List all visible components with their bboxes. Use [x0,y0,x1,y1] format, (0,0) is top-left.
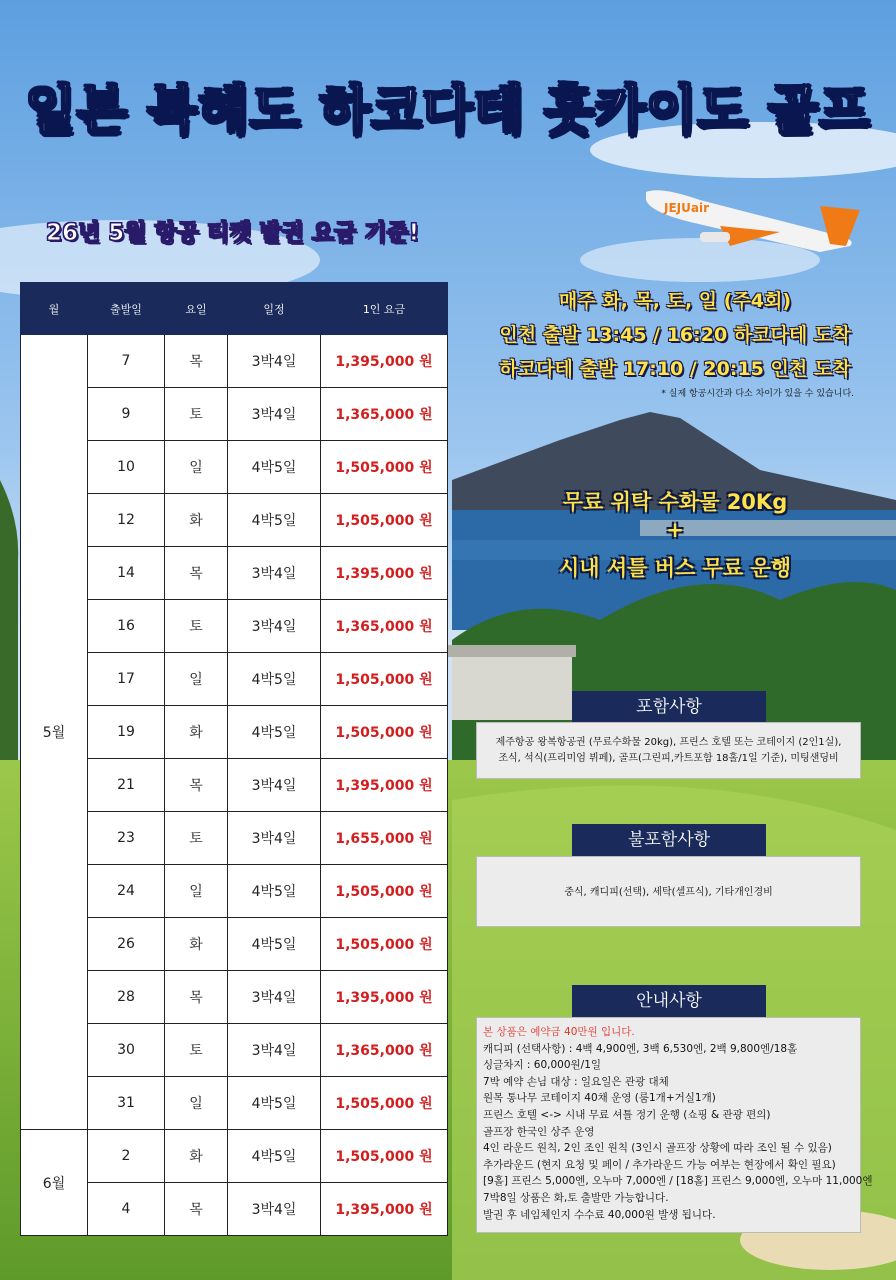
date-cell: 21 [88,759,165,812]
schedule-cell: 3박4일 [228,759,321,812]
weekday-cell: 일 [165,653,228,706]
weekday-cell: 화 [165,1130,228,1183]
fare-cell: 1,505,000 원 [321,865,448,918]
fare-cell: 1,365,000 원 [321,600,448,653]
fare-cell: 1,395,000 원 [321,759,448,812]
schedule-cell: 4박5일 [228,865,321,918]
weekday-cell: 화 [165,918,228,971]
notice-line: 추가라운드 (현지 요청 및 페이 / 추가라운드 가능 여부는 현장에서 확인 필요) [483,1158,836,1171]
month-cell: 6월 [21,1130,88,1236]
schedule-cell: 4박5일 [228,1077,321,1130]
schedule-cell: 4박5일 [228,918,321,971]
schedule-cell: 4박5일 [228,653,321,706]
promo-shuttle: 시내 셔틀 버스 무료 운행 [558,556,792,580]
fare-cell: 1,505,000 원 [321,441,448,494]
fare-cell: 1,505,000 원 [321,494,448,547]
weekday-cell: 토 [165,1024,228,1077]
weekday-cell: 일 [165,441,228,494]
col-fare-header: 1인 요금 [321,283,448,335]
promo-baggage: 무료 위탁 수화물 20Kg [562,490,788,514]
fare-cell: 1,505,000 원 [321,1130,448,1183]
schedule-cell: 4박5일 [228,441,321,494]
notice-line: 4인 라운드 원칙, 2인 조인 원칙 (3인시 골프장 상황에 따라 조인 될 수 있음) [483,1142,832,1155]
weekday-cell: 목 [165,1183,228,1236]
date-cell: 30 [88,1024,165,1077]
notice-line: 골프장 한국인 상주 운영 [483,1125,595,1138]
date-cell: 7 [88,335,165,388]
schedule-cell: 3박4일 [228,812,321,865]
included-box [476,722,861,779]
col-schedule-header: 일정 [228,283,321,335]
fare-cell: 1,505,000 원 [321,1077,448,1130]
schedule-cell: 4박5일 [228,1130,321,1183]
fare-cell: 1,395,000 원 [321,335,448,388]
notice-box [476,1017,873,1233]
date-cell: 14 [88,547,165,600]
fare-cell: 1,505,000 원 [321,706,448,759]
schedule-cell: 3박4일 [228,335,321,388]
page-subtitle: 26년 5월 항공 티켓 발권 요금 기준! [46,220,420,246]
airline-logo: JEJUair [664,201,709,215]
fare-cell: 1,365,000 원 [321,1024,448,1077]
weekday-cell: 토 [165,812,228,865]
included-header: 포함사항 [572,691,766,723]
notice-line: [9홀] 프린스 5,000엔, 오누마 7,000엔 / [18홀] 프린스 9,000엔, 오누마 11,000엔 [483,1175,873,1188]
fare-cell: 1,395,000 원 [321,971,448,1024]
col-weekday-header: 요일 [165,283,228,335]
fare-cell: 1,395,000 원 [321,1183,448,1236]
date-cell: 28 [88,971,165,1024]
flight-note: * 실제 항공시간과 다소 차이가 있을 수 있습니다. [661,389,854,399]
fare-cell: 1,395,000 원 [321,547,448,600]
col-date-header: 출발일 [88,283,165,335]
notice-line: 발권 후 네임체인지 수수료 40,000원 발생 됩니다. [483,1208,716,1221]
schedule-cell: 3박4일 [228,388,321,441]
excluded-box: 중식, 캐디피(선택), 세탁(셀프식), 기타개인경비 [476,856,861,927]
schedule-cell: 3박4일 [228,600,321,653]
notice-line: 원목 통나무 코테이지 40채 운영 (룸1개+거실1개) [483,1092,716,1105]
month-cell: 5월 [21,335,88,1130]
date-cell: 2 [88,1130,165,1183]
fare-cell: 1,365,000 원 [321,388,448,441]
schedule-cell: 4박5일 [228,494,321,547]
flight-return: 하코다테 출발 17:10 / 20:15 인천 도착 [499,358,851,380]
promo-plus: + [666,518,684,542]
schedule-cell: 3박4일 [228,971,321,1024]
price-table [20,282,448,1236]
schedule-cell: 3박4일 [228,547,321,600]
weekday-cell: 토 [165,388,228,441]
excluded-header: 불포함사항 [572,824,766,856]
col-month-header: 월 [21,283,88,335]
date-cell: 16 [88,600,165,653]
schedule-cell: 3박4일 [228,1183,321,1236]
date-cell: 10 [88,441,165,494]
page-title: 일본 북해도 하코다테 훗카이도 골프 [25,81,871,141]
date-cell: 12 [88,494,165,547]
fare-cell: 1,505,000 원 [321,653,448,706]
notice-line: 본 상품은 예약금 40만원 입니다. [483,1026,635,1038]
date-cell: 31 [88,1077,165,1130]
flight-outbound: 인천 출발 13:45 / 16:20 하코다테 도착 [499,324,851,346]
notice-line: 7박8일 상품은 화,토 출발만 가능합니다. [483,1191,669,1204]
price-table-body [21,335,448,1236]
fare-cell: 1,505,000 원 [321,918,448,971]
weekday-cell: 목 [165,759,228,812]
included-line-1: 제주항공 왕복항공권 (무료수화물 20kg), 프린스 호텔 또는 코테이지 (2인1실), [495,737,842,748]
weekday-cell: 일 [165,865,228,918]
notice-line: 7박 예약 손님 대상 : 일요일은 관광 대체 [483,1075,669,1088]
weekday-cell: 화 [165,494,228,547]
schedule-cell: 3박4일 [228,1024,321,1077]
date-cell: 24 [88,865,165,918]
fare-cell: 1,655,000 원 [321,812,448,865]
date-cell: 23 [88,812,165,865]
notice-header: 안내사항 [572,985,766,1017]
date-cell: 4 [88,1183,165,1236]
date-cell: 9 [88,388,165,441]
notice-line: 프린스 호텔 <-> 시내 무료 셔틀 정기 운행 (쇼핑 & 관광 편의) [483,1108,771,1121]
table-row [21,1130,448,1183]
weekday-cell: 화 [165,706,228,759]
date-cell: 19 [88,706,165,759]
weekday-cell: 목 [165,547,228,600]
weekday-cell: 일 [165,1077,228,1130]
table-header-row [21,283,448,335]
date-cell: 26 [88,918,165,971]
date-cell: 17 [88,653,165,706]
weekday-cell: 토 [165,600,228,653]
schedule-cell: 4박5일 [228,706,321,759]
notice-line: 캐디피 (선택사항) : 4백 4,900엔, 3백 6,530엔, 2백 9,800엔/18홀 [483,1042,798,1055]
included-line-2: 조식, 석식(프리미엄 뷔페), 골프(그린피,카트포함 18홀/1일 기준), 미팅샌딩비 [498,753,839,764]
flight-days: 매주 화, 목, 토, 일 (주4회) [558,290,792,312]
weekday-cell: 목 [165,971,228,1024]
table-row [21,335,448,388]
weekday-cell: 목 [165,335,228,388]
notice-line: 싱글차지 : 60,000원/1일 [483,1059,602,1072]
